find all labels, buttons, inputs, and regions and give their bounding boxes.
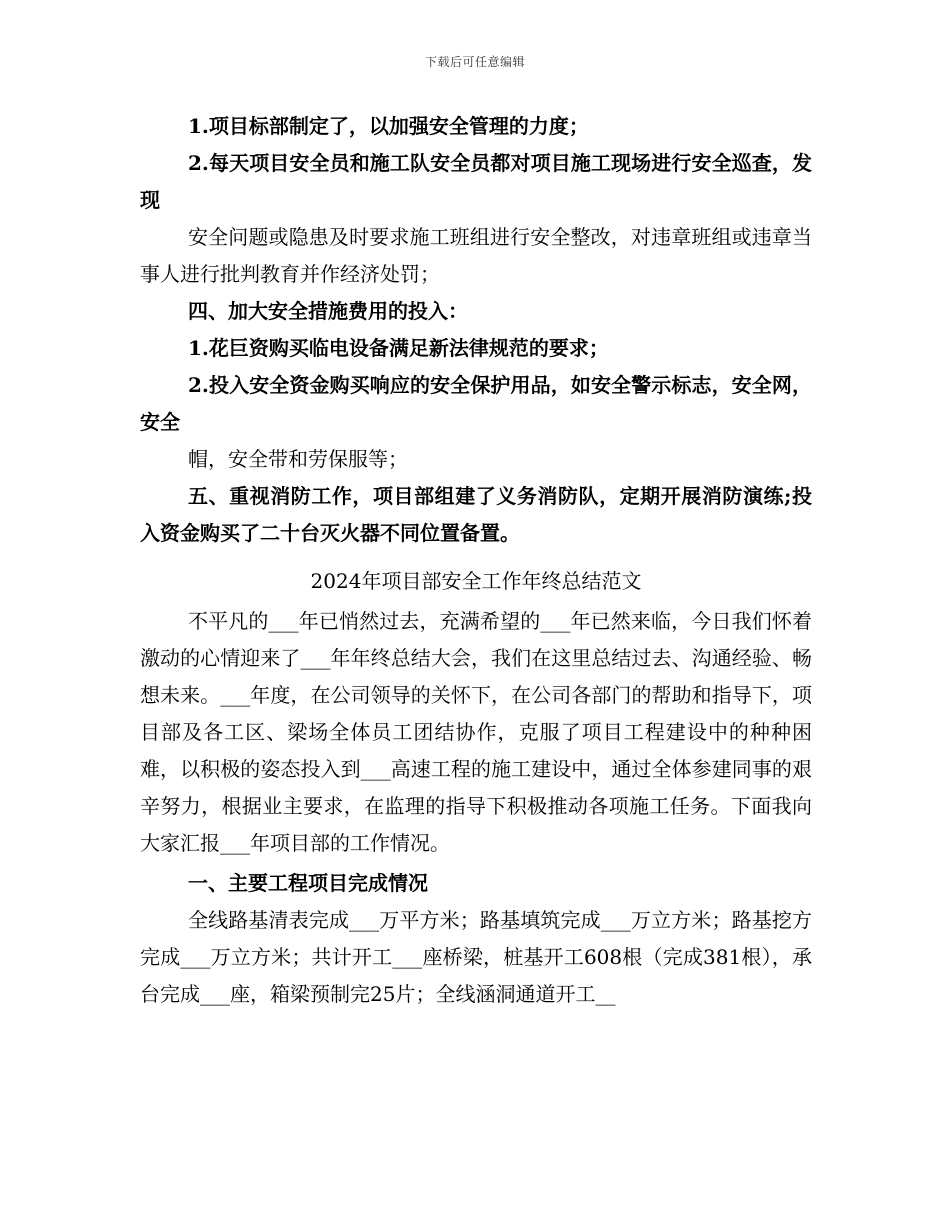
paragraph-investment-1: 1.花巨资购买临电设备满足新法律规范的要求； bbox=[188, 336, 609, 360]
paragraph-measure-2-cont: 安全问题或隐患及时要求施工班组进行安全整改，对违章班组或违章当事人进行批判教育并作经济处罚； bbox=[140, 225, 812, 286]
document-body bbox=[140, 108, 812, 1013]
section-heading-4: 四、加大安全措施费用的投入： bbox=[188, 299, 468, 323]
page-header: 下载后可任意编辑 bbox=[424, 55, 525, 69]
paragraph-investment-2: 2.投入安全资金购买响应的安全保护用品，如安全警示标志，安全网，安全 bbox=[140, 373, 812, 434]
paragraph-measure-2: 2.每天项目安全员和施工队安全员都对项目施工现场进行安全巡查，发现 bbox=[140, 151, 812, 212]
document-title: 2024年项目部安全工作年终总结范文 bbox=[310, 569, 642, 593]
paragraph-investment-2-cont: 帽，安全带和劳保服等； bbox=[188, 447, 408, 471]
paragraph-measure-1: 1.项目标部制定了，以加强安全管理的力度； bbox=[188, 114, 589, 138]
section-heading-1: 一、主要工程项目完成情况 bbox=[188, 871, 428, 895]
paragraph-intro: 不平凡的___年已悄然过去，充满希望的___年已然来临，今日我们怀着激动的心情迎来了___年年终总结大会，我们在这里总结过去、沟通经验、畅想未来。___年度，在公司领导的关怀下，在公司各部门的帮助和指导下，项目部及各工区、梁场全体员工团结协作，克服了项目工程建设中的种种困难，以积极的姿态投入到___高速工程的施工建设中，通过全体参建同事的艰辛努力，根据业主要求，在监理的指导下积极推动各项施工任务。下面我向大家汇报___年项目部的工作情况。 bbox=[140, 609, 812, 855]
section-heading-5: 五、重视消防工作，项目部组建了义务消防队，定期开展消防演练;投入资金购买了二十台灭火器不同位置备置。 bbox=[140, 484, 812, 545]
paragraph-completion: 全线路基清表完成___万平方米；路基填筑完成___万立方米；路基挖方完成___万立方米；共计开工___座桥梁，桩基开工608根（完成381根），承台完成___座，箱梁预制完25片；全线涵洞通道开工__ bbox=[140, 908, 812, 1006]
